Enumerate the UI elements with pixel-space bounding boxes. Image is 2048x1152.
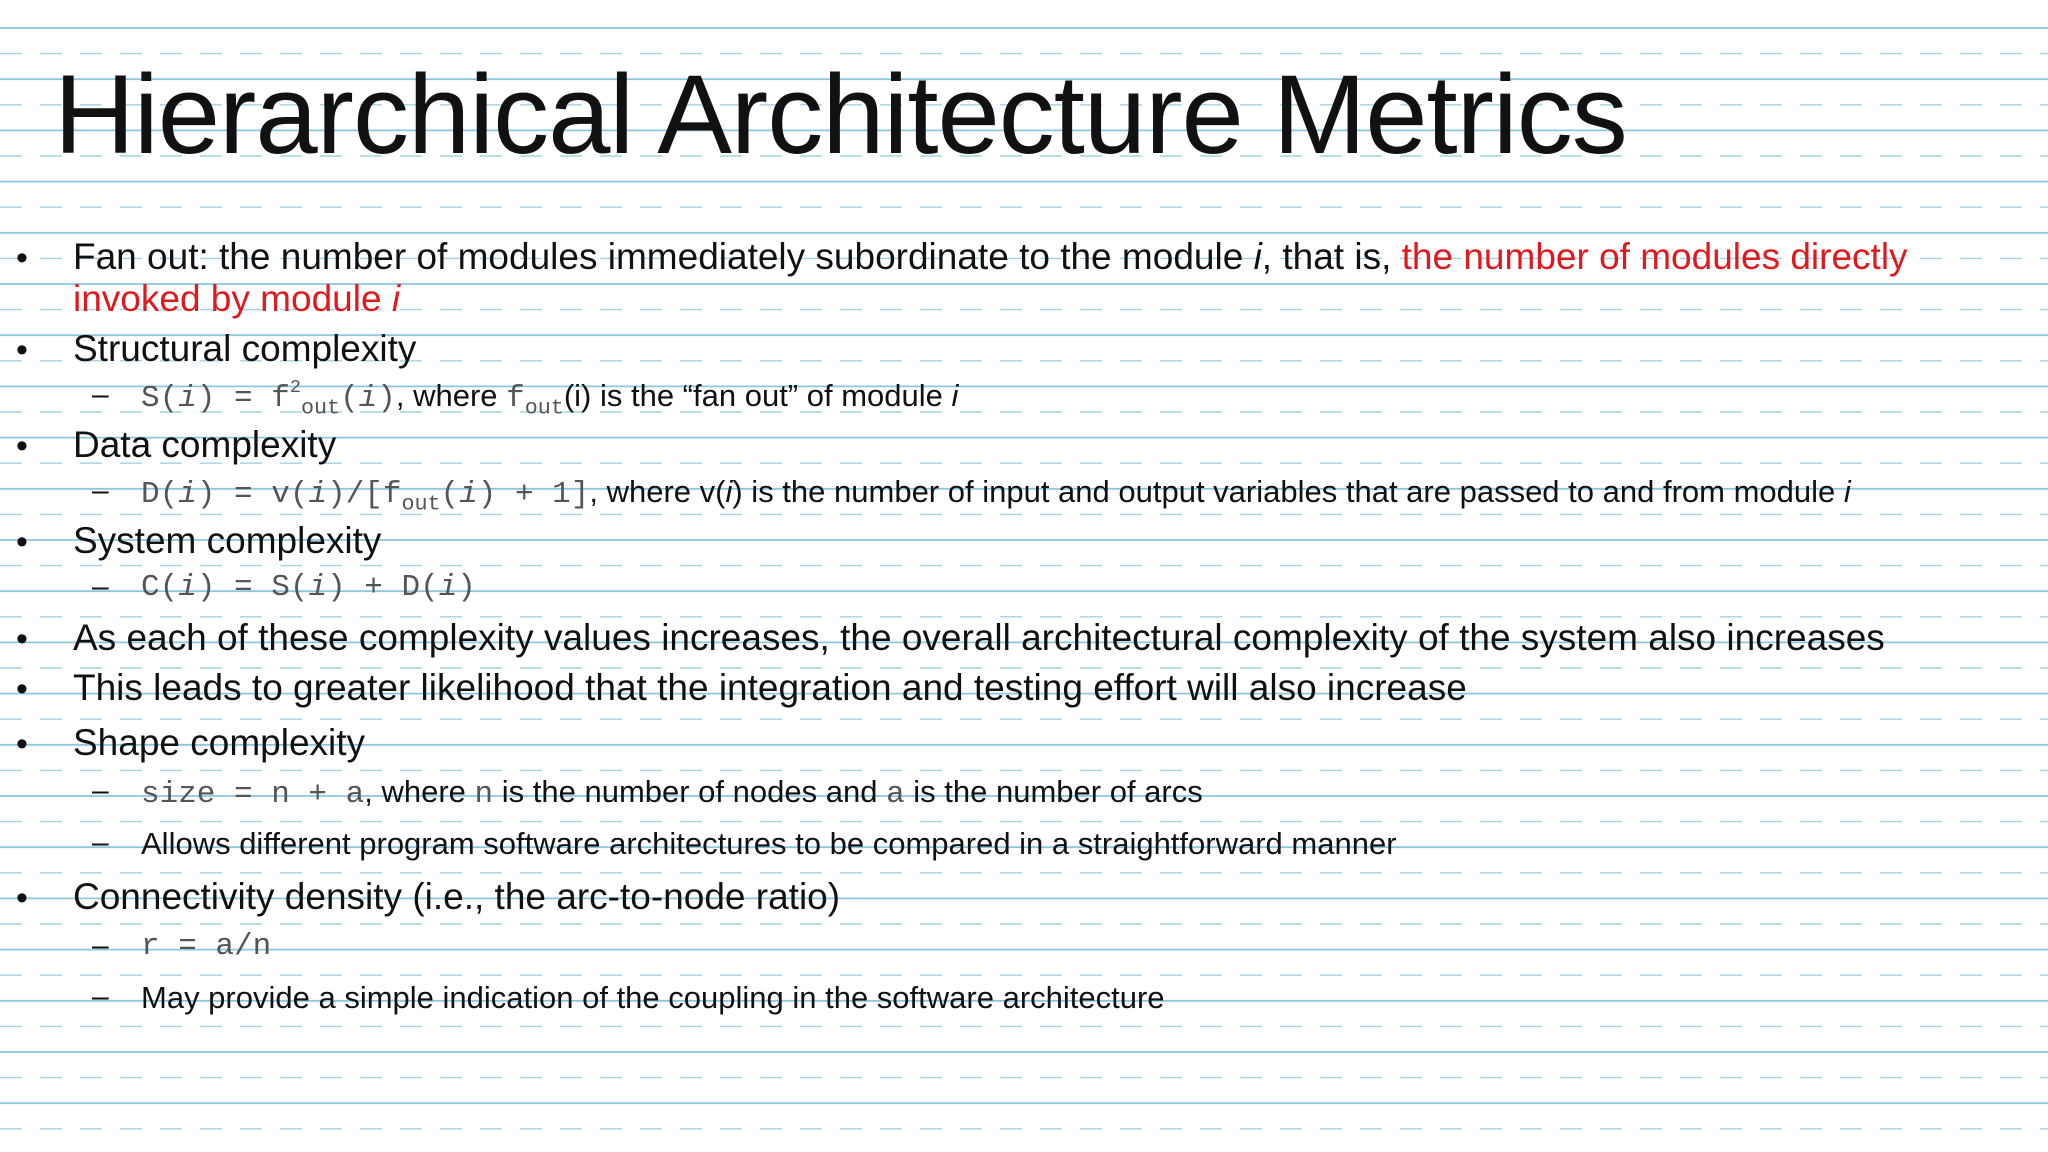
connectivity-label: Connectivity density (i.e., the arc-to-node ratio) [73, 876, 841, 917]
shape-desc: , where [364, 774, 475, 809]
formula-var: i [358, 381, 378, 416]
formula-part: ) + D( [327, 570, 439, 605]
dash-marker: – [92, 474, 109, 507]
formula-part: S( [141, 381, 179, 416]
structural-desc-var: i [951, 378, 959, 413]
dash-marker: – [92, 826, 109, 859]
system-label: System complexity [73, 520, 382, 561]
formula-part: ) = S( [196, 570, 309, 605]
formula-var: i [438, 570, 458, 605]
data-label: Data complexity [73, 424, 337, 465]
fan-out-highlight-2: invoked by module [73, 278, 392, 319]
formula-part: ) [377, 381, 396, 416]
bullet-marker: • [16, 879, 28, 917]
dash-marker: – [92, 774, 109, 807]
system-formula [141, 570, 476, 606]
dash-marker: – [92, 570, 109, 603]
bullet-marker: • [16, 331, 28, 369]
structural-desc-f: f [506, 381, 525, 416]
structural-formula [141, 377, 396, 421]
formula-part: ) = f [196, 381, 290, 416]
formula-part: ) [457, 570, 476, 605]
formula-part: C( [141, 570, 179, 605]
dash-marker: – [92, 929, 109, 962]
formula-var: i [308, 477, 328, 512]
dash-marker: – [92, 980, 109, 1013]
shape-label: Shape complexity [73, 722, 366, 763]
structural-desc-subscript: out [524, 395, 564, 421]
shape-compare-text: Allows different program software architectures to be compared in a straightforward manner [141, 826, 1397, 861]
formula-var: i [178, 570, 197, 605]
shape-desc-2: is the number of nodes and [493, 774, 887, 809]
formula-subscript: out [301, 395, 341, 421]
slide-title: Hierarchical Architecture Metrics [54, 52, 1627, 177]
formula-exponent: 2 [289, 377, 302, 399]
formula-part: )/[f [327, 477, 402, 512]
fan-out-definition: Fan out: the number of modules immediately subordinate to the module [73, 236, 1254, 277]
formula-part: ) + 1] [477, 477, 590, 512]
bullet-marker: • [16, 670, 28, 708]
shape-formula-line [141, 774, 1203, 813]
shape-var-a: a [886, 777, 905, 812]
shape-var-n: n [474, 777, 494, 812]
fan-out-highlight-var: i [391, 278, 401, 319]
structural-desc: , where [395, 378, 507, 413]
data-desc: , where v( [589, 474, 726, 509]
connectivity-formula: r = a/n [141, 929, 272, 964]
connectivity-coupling-text: May provide a simple indication of the coupling in the software architecture [141, 980, 1165, 1015]
formula-var: i [459, 477, 478, 512]
bullet-marker: • [16, 523, 28, 561]
formula-part: ( [440, 477, 460, 512]
data-formula [141, 477, 590, 517]
bullet-marker: • [16, 427, 28, 465]
shape-desc-3: is the number of arcs [904, 774, 1203, 809]
bullet-marker: • [16, 725, 28, 763]
data-desc-var: i [1843, 474, 1851, 509]
dash-marker: – [92, 378, 109, 411]
bullet-marker: • [16, 239, 28, 277]
data-formula-line [141, 474, 1851, 517]
increase-text: As each of these complexity values increases, the overall architectural complexity of the system also increases [73, 617, 1885, 658]
structural-formula-line [141, 377, 959, 421]
formula-subscript: out [401, 491, 441, 517]
formula-var: i [178, 477, 197, 512]
shape-formula: size = n + a [141, 777, 365, 812]
formula-part: D( [141, 477, 179, 512]
fan-out-highlight-1: the number of modules directly [1401, 236, 1908, 277]
formula-part: ( [340, 381, 359, 416]
fan-out-definition-2: , that is, [1261, 236, 1402, 277]
formula-var: i [308, 570, 328, 605]
likelihood-text: This leads to greater likelihood that the integration and testing effort will also increase [73, 667, 1467, 708]
structural-desc-2: (i) is the “fan out” of module [563, 378, 952, 413]
structural-label: Structural complexity [73, 328, 417, 369]
formula-var: i [178, 381, 197, 416]
formula-part: ) = v( [196, 477, 309, 512]
data-desc-var: i [725, 474, 733, 509]
fan-out-text [73, 236, 1908, 320]
data-desc-2: ) is the number of input and output variables that are passed to and from module [732, 474, 1844, 509]
bullet-marker: • [16, 620, 28, 658]
fan-out-var: i [1253, 236, 1262, 277]
